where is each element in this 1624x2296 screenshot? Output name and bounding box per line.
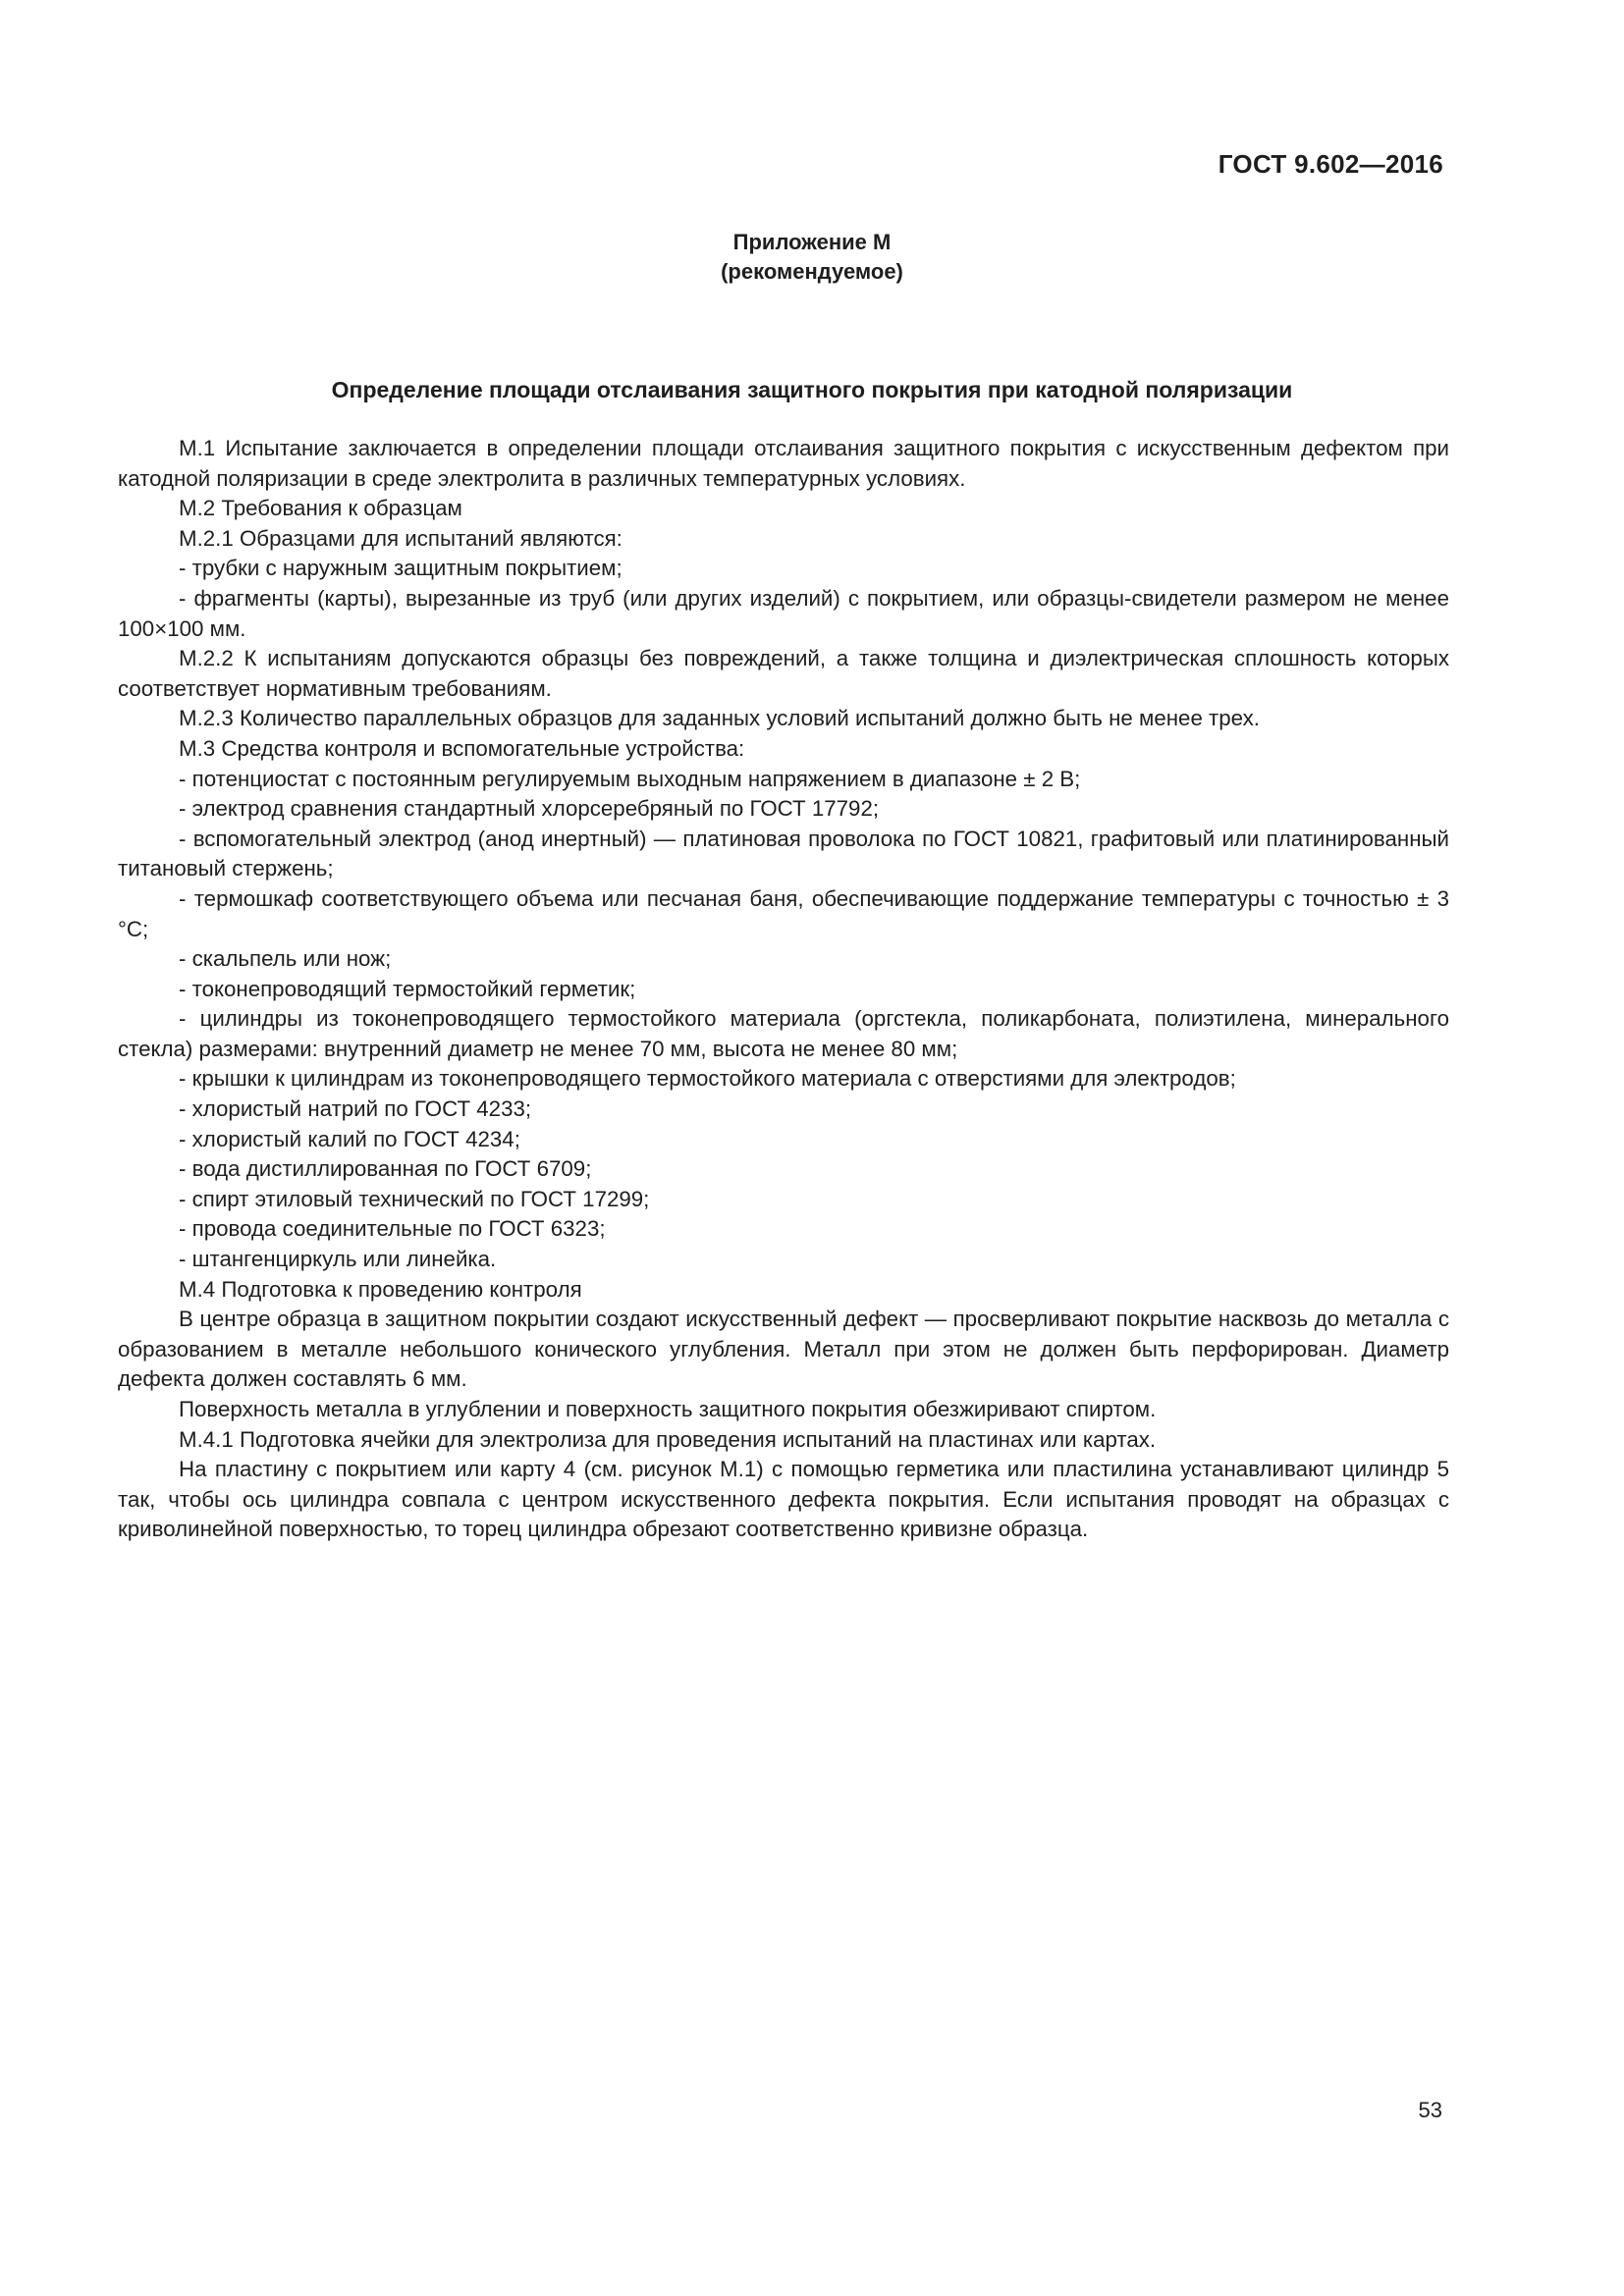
list-item: - провода соединительные по ГОСТ 6323; <box>179 1216 606 1242</box>
list-item: - крышки к цилиндрам из токонепроводящего термостойкого материала с отверстиями для электродов; <box>179 1066 1236 1092</box>
body-text <box>118 434 1449 1545</box>
list-item: - скальпель или нож; <box>179 946 392 972</box>
list-item: - хлористый натрий по ГОСТ 4233; <box>179 1096 532 1122</box>
list-item: - штангенциркуль или линейка. <box>179 1247 497 1272</box>
paragraph: М.2 Требования к образцам <box>179 496 462 521</box>
page-number: 53 <box>1418 2098 1442 2122</box>
list-item: - вспомогательный электрод (анод инертный) — платиновая проволока по ГОСТ 10821, графитовый или платинированный титановый стержень; <box>118 826 1449 881</box>
appendix-title: Приложение М <box>732 230 892 254</box>
paragraph: М.4 Подготовка к проведению контроля <box>179 1276 582 1302</box>
document-code: ГОСТ 9.602—2016 <box>1218 149 1443 179</box>
paragraph: На пластину с покрытием или карту 4 (см. рисунок М.1) с помощью герметика или пластилина устанавливают цилиндр 5 так, чтобы ось цилиндра совпала с центром искусственного дефекта покрытия. Если испытания проводят на образцах с криволинейной поверхностью, то торец цилиндра обрезают соответственно кривизне образца. <box>118 1457 1449 1542</box>
list-item: - трубки с наружным защитным покрытием; <box>179 556 623 581</box>
paragraph: М.2.3 Количество параллельных образцов для заданных условий испытаний должно быть не менее трех. <box>179 706 1260 731</box>
list-item: - вода дистиллированная по ГОСТ 6709; <box>179 1156 592 1182</box>
list-item: - хлористый калий по ГОСТ 4234; <box>179 1126 520 1151</box>
list-item: - спирт этиловый технический по ГОСТ 17299; <box>179 1186 650 1211</box>
list-item: - цилиндры из токонепроводящего термостойкого материала (оргстекла, поликарбоната, полиэтилена, минерального стекла) размерами: внутренний диаметр не менее 70 мм, высота не менее 80 мм; <box>118 1006 1449 1061</box>
appendix-status: (рекомендуемое) <box>721 259 903 284</box>
paragraph: М.4.1 Подготовка ячейки для электролиза для проведения испытаний на пластинах или картах. <box>179 1426 1157 1452</box>
list-item: - электрод сравнения стандартный хлорсеребряный по ГОСТ 17792; <box>179 796 880 822</box>
paragraph: М.2.1 Образцами для испытаний являются: <box>179 525 623 551</box>
list-item: - потенциостат с постоянным регулируемым выходным напряжением в диапазоне ± 2 В; <box>179 766 1081 791</box>
paragraph: М.3 Средства контроля и вспомогательные устройства: <box>179 735 745 761</box>
paragraph: М.1 Испытание заключается в определении площади отслаивания защитного покрытия с искусственным дефектом при катодной поляризации в среде электролита в различных температурных условиях. <box>118 436 1449 491</box>
paragraph: М.2.2 К испытаниям допускаются образцы без повреждений, а также толщина и диэлектрическая сплошность которых соответствует нормативным требованиям. <box>118 646 1449 701</box>
paragraph: Поверхность металла в углублении и поверхность защитного покрытия обезжиривают спиртом. <box>179 1397 1157 1421</box>
paragraph: В центре образца в защитном покрытии создают искусственный дефект — просверливают покрытие насквозь до металла с образованием в металле небольшого конического углубления. Металл при этом не должен быть перфорирован. Диаметр дефекта должен составлять 6 мм. <box>118 1307 1449 1392</box>
list-item: - токонепроводящий термостойкий герметик; <box>179 976 636 1001</box>
list-item: - термошкаф соответствующего объема или песчаная баня, обеспечивающие поддержание температуры с точностью ± 3 °С; <box>118 885 1449 941</box>
section-title: Определение площади отслаивания защитного покрытия при катодной поляризации <box>331 377 1293 402</box>
appendix-heading <box>0 228 1624 287</box>
list-item: - фрагменты (карты), вырезанные из труб (или других изделий) с покрытием, или образцы-свидетели размером не менее 100×100 мм. <box>118 585 1449 641</box>
